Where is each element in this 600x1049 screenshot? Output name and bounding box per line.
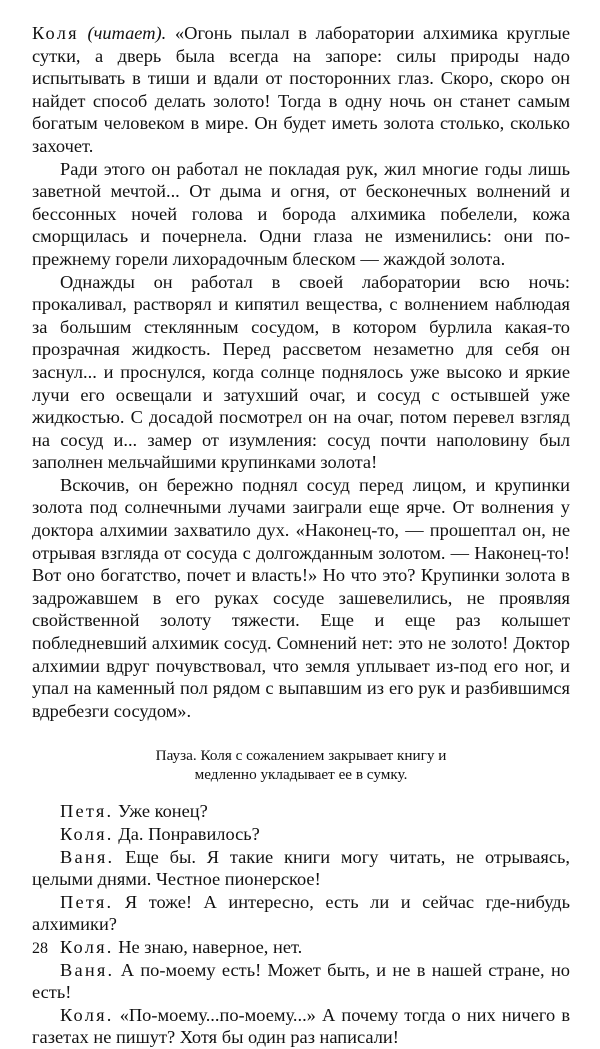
- speaker-name: Петя.: [60, 801, 114, 822]
- narration-opening-paragraph: [32, 22, 570, 158]
- dialogue-block: [32, 800, 570, 1049]
- replica-text: Я тоже! А интересно, есть ли и сейчас где-нибудь алхимики?: [32, 891, 570, 935]
- stage-direction-line: Пауза. Коля с сожалением закрывает книгу и: [155, 747, 447, 765]
- replica-text: Еще бы. Я такие книги могу читать, не отрываясь, целыми днями. Честное пионерское!: [32, 846, 570, 890]
- speaker-name: Коля.: [60, 1004, 114, 1025]
- narration-block: [32, 22, 570, 722]
- speaker-name: Коля.: [60, 824, 114, 844]
- speaker-name: Петя.: [60, 891, 114, 912]
- replica-text: А по-моему есть! Может быть, и не в нашей стране, но есть!: [32, 959, 570, 1003]
- replica-text: «По-моему...по-моему...» А почему тогда о них ничего в газетах не пишут? Хотя бы один раз написали!: [32, 1004, 571, 1048]
- narration-paragraph: Однажды он работал в своей лаборатории всю ночь: прокаливал, растворял и кипятил вещества, с волнением наблюдая за большим стеклянным сосудом, в котором бурлила какая-то прозрачная жидкость. Перед рассветом незаметно для себя он заснул... и проснулся, когда солнце поднялось уже высоко и яркие лучи его освещали и затухший очаг, и сосуд с остывшей уже жидкостью. С досадой посмотрел он на очаг, потом перевел взгляд на сосуд и... замер от изумления: сосуд почти наполовину был заполнен мельчайшими крупинками золота!: [32, 271, 570, 473]
- speaker-name: Ваня.: [60, 846, 115, 867]
- dialogue-line: [32, 936, 570, 959]
- stage-direction-line: медленно укладывает ее в сумку.: [194, 766, 408, 784]
- speaker-name: Коля: [32, 23, 79, 43]
- narration-paragraph: Ради этого он работал не покладая рук, жил многие годы лишь заветной мечтой... От дыма и огня, от бесконечных волнений и бессонных ночей голова и борода алхимика побелели, кожа сморщилась и почернела. Одни глаза не изменились: они по-прежнему горели лихорадочным блеском — жаждой золота.: [32, 158, 570, 269]
- speaker-name: Коля.: [60, 936, 114, 957]
- dialogue-line: [32, 959, 570, 1004]
- dialogue-line: [32, 800, 570, 823]
- dialogue-line: [32, 891, 570, 936]
- narration-paragraph: Вскочив, он бережно поднял сосуд перед лицом, и крупинки золота под солнечными лучами заиграли еще ярче. От волнения у доктора алхимии захватило дух. «Наконец-то, — прошептал он, не отрывая взгляда от сосуда с долгожданным золотом. — Наконец-то! Вот оно богатство, почет и власть!» Но что это? Крупинки золота в задрожавшем в его руках сосуде зашевелились, не проявляя свойственной золоту тяжести. Еще и еще раз колышет побледневший алхимик сосуд. Сомнений нет: это не золото! Доктор алхимии вдруг почувствовал, что земля уплывает из-под его ног, и упал на каменный пол рядом с выпавшим из его рук и разбившимся вдребезги сосудом».: [32, 474, 570, 721]
- dialogue-line: [32, 823, 570, 846]
- narration-text: «Огонь пылал в лаборатории алхимика круглые сутки, а дверь была всегда на запоре: силы природы надо испытывать в тиши и вдали от посторонних глаз. Скоро, скоро он найдет способ делать золото! Тогда в одну ночь он станет самым богатым человеком в мире. Он будет иметь золота столько, сколько захочет.: [32, 23, 570, 156]
- replica-text: Не знаю, наверное, нет.: [118, 936, 303, 957]
- replica-text: Уже конец?: [117, 801, 208, 822]
- dialogue-line: [32, 846, 570, 891]
- page-number: 28: [32, 940, 48, 957]
- replica-text: Да. Понравилось?: [118, 824, 260, 844]
- speaker-name: Ваня.: [60, 959, 115, 980]
- stage-direction: [32, 746, 570, 784]
- dialogue-line: [32, 1004, 570, 1049]
- stage-remark: (читает).: [87, 23, 167, 43]
